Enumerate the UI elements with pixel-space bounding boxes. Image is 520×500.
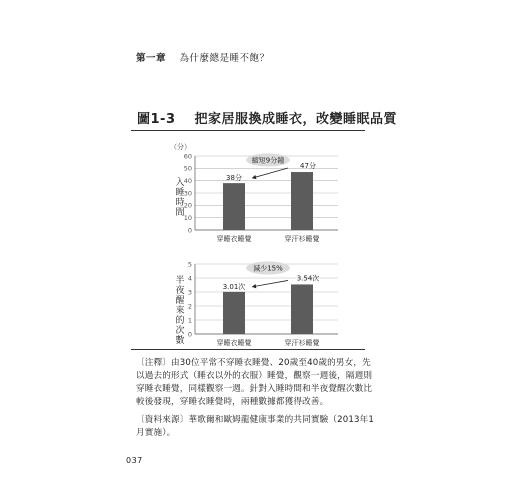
- chart2-y-tick-label: 4: [187, 274, 192, 283]
- chart1-y-tick-label: 40: [183, 176, 192, 185]
- chart1-data-label: 38分: [226, 174, 242, 183]
- chart1-bar: [291, 172, 313, 230]
- chart2-callout-text: 減少15%: [253, 264, 283, 273]
- night-awakening-chart: [168, 258, 368, 358]
- chart2-y-tick-label: 2: [187, 302, 192, 311]
- chart1-category-label: 穿汗衫睡覺: [284, 235, 320, 243]
- chart2-arrow-head: [252, 284, 256, 288]
- chart2-data-label: 3.01次: [222, 282, 246, 291]
- chart1-arrow-head: [252, 175, 256, 179]
- chart2-category-label: 穿汗衫睡覺: [284, 339, 320, 347]
- chapter-title: 為什麼總是睡不飽？: [179, 53, 270, 64]
- figure-bottom-rule: [131, 349, 365, 350]
- chart1-callout-text: 縮短9分鐘: [251, 156, 285, 165]
- chart1-y-axis-label: 入 睡 時 間: [175, 178, 185, 218]
- chart2-y-tick-label: 3: [187, 288, 192, 297]
- chart1-data-label: 47分: [300, 162, 316, 171]
- figure-note: 〔注釋〕由30位平常不穿睡衣睡覺、20歲至40歲的男女，先以過去的形式（睡衣以外的衣服）睡覺，觀察一週後，隔週則穿睡衣睡覺，同樣觀察一週。針對入睡時間和半夜覺醒次數比較後發現，穿睡衣睡覺時，兩種數據都獲得改善。: [136, 358, 373, 407]
- chart2-data-label: 3.54次: [296, 274, 320, 283]
- chart1-y-tick-label: 50: [183, 164, 192, 173]
- running-header: [136, 50, 270, 64]
- chart1-category-label: 穿睡衣睡覺: [216, 235, 252, 243]
- chart1-y-tick-label: 30: [183, 189, 192, 198]
- chart1-y-tick-label: 0: [187, 226, 192, 235]
- chart1-unit-label: （分）: [170, 143, 191, 151]
- chart2-y-tick-label: 1: [187, 316, 192, 325]
- chart1-y-tick-label: 60: [183, 152, 192, 161]
- chart2-bar: [223, 292, 245, 334]
- chart2-y-axis-label: 半 夜 醒 來 的 次 數: [175, 276, 185, 346]
- chart2-y-tick-label: 0: [187, 330, 192, 339]
- figure-number: 圖1-3: [137, 112, 176, 127]
- chart2-bar: [291, 284, 313, 334]
- chart1-y-tick-label: 20: [183, 201, 192, 210]
- chart1-y-tick-label: 10: [183, 213, 192, 222]
- chart2-arrow-line: [252, 280, 288, 286]
- sleep-onset-time-chart: [168, 142, 368, 252]
- figure-title-rule: [131, 130, 365, 131]
- page-number: 037: [126, 456, 143, 465]
- chart1-arrow-line: [252, 168, 288, 178]
- chart2-y-tick-label: 5: [187, 260, 192, 269]
- figure-source: 〔資料來源〕華歌爾和歐姆龍健康事業的共同實驗（2013年1月實施）。: [136, 415, 374, 438]
- chart2-category-label: 穿睡衣睡覺: [216, 339, 252, 347]
- figure-caption: 把家居服換成睡衣，改變睡眠品質: [194, 112, 398, 127]
- chapter-label: 第一章: [136, 53, 167, 64]
- chart1-bar: [223, 183, 245, 230]
- figure-title: [137, 108, 397, 127]
